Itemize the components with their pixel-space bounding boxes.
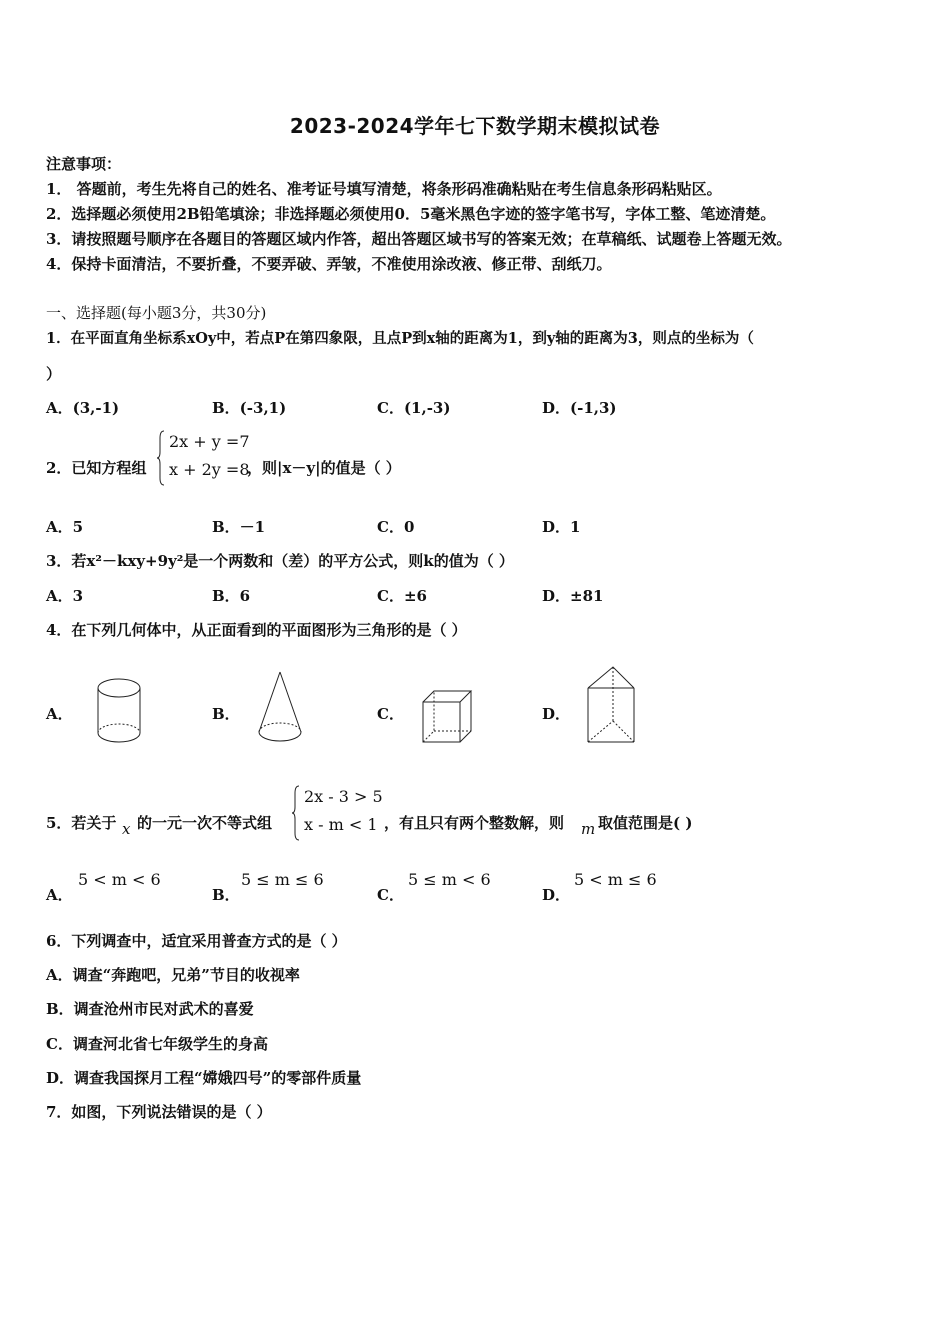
cone-icon (255, 670, 305, 746)
question-5-option-c-label: C． (377, 886, 404, 904)
question-2-option-d: D．1 (542, 518, 581, 536)
question-4-option-d: D． (542, 705, 571, 723)
question-2-option-a: A．5 (46, 518, 84, 536)
question-4-option-a: A． (46, 705, 73, 723)
question-1-text: 1．在平面直角坐标系xOy中，若点P在第四象限，且点P到x轴的距离为1，到y轴的距离为3，则点的坐标为（ (46, 330, 754, 347)
cylinder-icon (95, 676, 145, 746)
notice-item: 2．选择题必须使用2B铅笔填涂；非选择题必须使用0．5毫米黑色字迹的签字笔书写，字体工整、笔迹清楚。 (46, 205, 776, 223)
question-6-option-b: B．调查沧州市民对武术的喜爱 (46, 1000, 254, 1018)
question-2-suffix: ，则|x－y|的值是（ ） (247, 459, 401, 477)
question-5-variable-m: m (581, 820, 596, 838)
question-2-option-c: C．0 (377, 518, 415, 536)
question-5-mid: 的一元一次不等式组 (137, 814, 273, 832)
question-3-option-a: A．3 (46, 587, 84, 605)
question-5-option-d-label: D． (542, 886, 571, 904)
question-7-text: 7．如图，下列说法错误的是（ ） (46, 1103, 272, 1121)
question-5-variable-x: x (122, 820, 131, 838)
question-4-option-b: B． (212, 705, 240, 723)
question-1-continuation: ） (46, 365, 62, 383)
question-4-text: 4．在下列几何体中，从正面看到的平面图形为三角形的是（ ） (46, 621, 467, 639)
question-5-option-b-label: B． (212, 886, 240, 904)
question-5-option-d-expr: 5 < m ≤ 6 (574, 870, 657, 889)
question-3-option-c: C．±6 (377, 587, 427, 605)
question-5-option-c-expr: 5 ≤ m < 6 (408, 870, 491, 889)
question-3-text: 3．若x²－kxy+9y²是一个两数和（差）的平方公式，则k的值为（ ） (46, 552, 514, 570)
question-1-option-b: B．(-3,1) (212, 399, 287, 417)
notice-item: 3．请按照题号顺序在各题目的答题区域内作答，超出答题区域书写的答案无效；在草稿纸、试题卷上答题无效。 (46, 230, 792, 248)
question-5-option-b-expr: 5 ≤ m ≤ 6 (241, 870, 324, 889)
triangular-prism-icon (583, 664, 639, 746)
question-2-option-b: B．－1 (212, 518, 266, 536)
section-heading: 一、选择题(每小题3分，共30分) (46, 304, 267, 322)
question-5-suffix: ，有且只有两个整数解，则 (384, 814, 565, 832)
question-5-option-a-expr: 5 < m < 6 (78, 870, 161, 889)
question-5-option-a-label: A． (46, 886, 73, 904)
question-6-option-a: A．调查“奔跑吧，兄弟”节目的收视率 (46, 966, 300, 984)
cube-icon (420, 688, 475, 746)
question-1-option-a: A．(3,-1) (46, 399, 120, 417)
question-3-option-d: D．±81 (542, 587, 604, 605)
question-3-option-b: B．6 (212, 587, 251, 605)
question-2-equation-2: x + 2y =8 (169, 460, 250, 479)
question-6-text: 6．下列调查中，适宜采用普查方式的是（ ） (46, 932, 347, 950)
left-brace-icon (292, 785, 300, 841)
question-2-equation-1: 2x + y =7 (169, 432, 250, 451)
notice-item: 1． 答题前，考生先将自己的姓名、准考证号填写清楚，将条形码准确粘贴在考生信息条形码粘贴区。 (46, 180, 722, 198)
question-5-inequality-1: 2x - 3 > 5 (304, 787, 383, 806)
question-6-option-c: C．调查河北省七年级学生的身高 (46, 1035, 268, 1053)
question-2-prefix: 2．已知方程组 (46, 459, 147, 477)
notice-item: 4．保持卡面清洁，不要折叠，不要弄破、弄皱，不准使用涂改液、修正带、刮纸刀。 (46, 255, 612, 273)
question-5-inequality-system (292, 785, 392, 841)
question-5-suffix-end: 取值范围是( ) (598, 814, 693, 832)
notice-heading: 注意事项： (46, 155, 122, 173)
question-1-option-d: D．(-1,3) (542, 399, 617, 417)
left-brace-icon (157, 430, 165, 486)
question-6-option-d: D．调查我国探月工程“嫦娥四号”的零部件质量 (46, 1069, 362, 1087)
page-title: 2023-2024学年七下数学期末模拟试卷 (289, 114, 661, 138)
question-5-inequality-2: x - m < 1 (304, 815, 378, 834)
question-1-option-c: C．(1,-3) (377, 399, 451, 417)
question-5-prefix: 5．若关于 (46, 814, 117, 832)
question-4-option-c: C． (377, 705, 404, 723)
